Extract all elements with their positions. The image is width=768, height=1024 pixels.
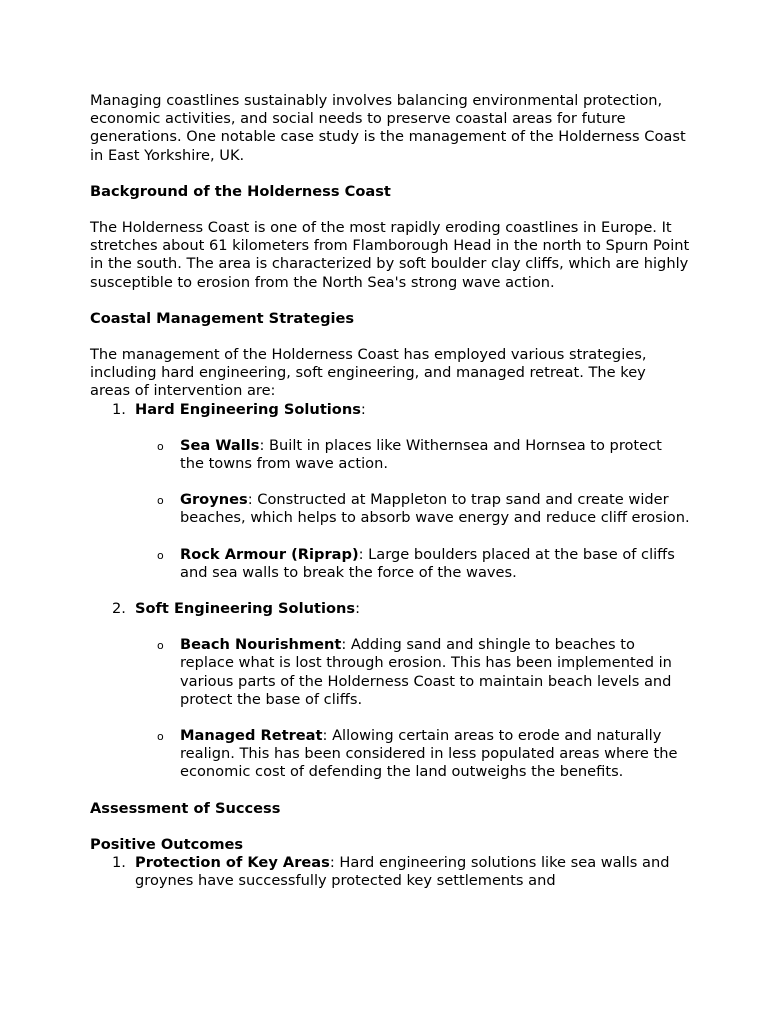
strategies-paragraph: The management of the Holderness Coast has employed various strategies, including hard engineering, soft engineering, and managed retreat. The key areas of intervention are:: [90, 346, 647, 400]
list-item-text: : Hard engineering solutions like sea walls and groynes have successfully protected key settlements and: [135, 854, 670, 890]
sublist-item-title: Groynes: [180, 491, 248, 509]
list-item-suffix: :: [360, 400, 366, 418]
sublist-item-text: : Constructed at Mappleton to trap sand and create wider beaches, which helps to absorb wave energy and reduce cliff erosion.: [180, 491, 690, 527]
sublist-item-title: Managed Retreat: [180, 727, 323, 745]
list-number: 1.: [112, 854, 126, 872]
sublist-item-text: : Allowing certain areas to erode and naturally realign. This has been considered in less populated areas where the economic cost of defending the land outweighs the benefits.: [180, 727, 678, 781]
sublist-item-text: : Large boulders placed at the base of cliffs and sea walls to break the force of the waves.: [180, 545, 675, 581]
bullet-icon: o: [157, 439, 164, 453]
sublist-item-title: Rock Armour (Riprap): [180, 545, 359, 563]
sublist-item-title: Sea Walls: [180, 436, 260, 454]
sublist-item-groynes: [135, 491, 690, 527]
background-paragraph: The Holderness Coast is one of the most rapidly eroding coastlines in Europe. It stretches about 61 kilometers from Flamborough Head in the north to Spurn Point in the south. The area is characterized by soft boulder clay cliffs, which are highly susceptible to erosion from the North Sea's strong wave action.: [90, 219, 690, 291]
list-item-title: Hard Engineering Solutions: [135, 400, 361, 418]
soft-engineering-sublist: [135, 636, 690, 781]
list-item-soft-engineering: [90, 600, 690, 782]
list-item-suffix: :: [355, 600, 360, 618]
strategies-heading: Coastal Management Strategies: [90, 309, 355, 327]
list-item-title: Protection of Key Areas: [135, 854, 330, 872]
bullet-icon: o: [157, 639, 164, 653]
assessment-heading: Assessment of Success: [90, 799, 281, 817]
positive-outcomes-heading: Positive Outcomes: [90, 835, 244, 853]
document-page: [90, 92, 690, 891]
list-number: 2.: [112, 600, 126, 618]
list-number: 1.: [112, 400, 126, 418]
list-item-protection: [90, 854, 690, 890]
list-item-title: Soft Engineering Solutions: [135, 600, 356, 618]
intro-paragraph: Managing coastlines sustainably involves balancing environmental protection, economic activities, and social needs to preserve coastal areas for future generations. One notable case study is the management of the Holderness Coast in East Yorkshire, UK.: [90, 92, 686, 164]
bullet-icon: o: [157, 730, 164, 744]
sublist-item-rock-armour: [135, 546, 690, 582]
bullet-icon: o: [157, 548, 164, 562]
sublist-item-beach-nourishment: [135, 636, 690, 709]
background-heading: Background of the Holderness Coast: [90, 182, 391, 200]
bullet-icon: o: [157, 494, 164, 508]
hard-engineering-sublist: [135, 437, 690, 582]
list-item-hard-engineering: [90, 401, 690, 582]
sublist-item-title: Beach Nourishment: [180, 636, 342, 654]
outcomes-list: [90, 854, 690, 890]
sublist-item-text: : Adding sand and shingle to beaches to replace what is lost through erosion. This has been implemented in various parts of the Holderness Coast to maintain beach levels and protect the base of cliffs.: [180, 636, 672, 708]
sublist-item-sea-walls: [135, 437, 690, 473]
sublist-item-text: : Built in places like Withernsea and Hornsea to protect the towns from wave action.: [180, 436, 662, 473]
sublist-item-managed-retreat: [135, 727, 690, 782]
strategies-list: [90, 401, 690, 782]
